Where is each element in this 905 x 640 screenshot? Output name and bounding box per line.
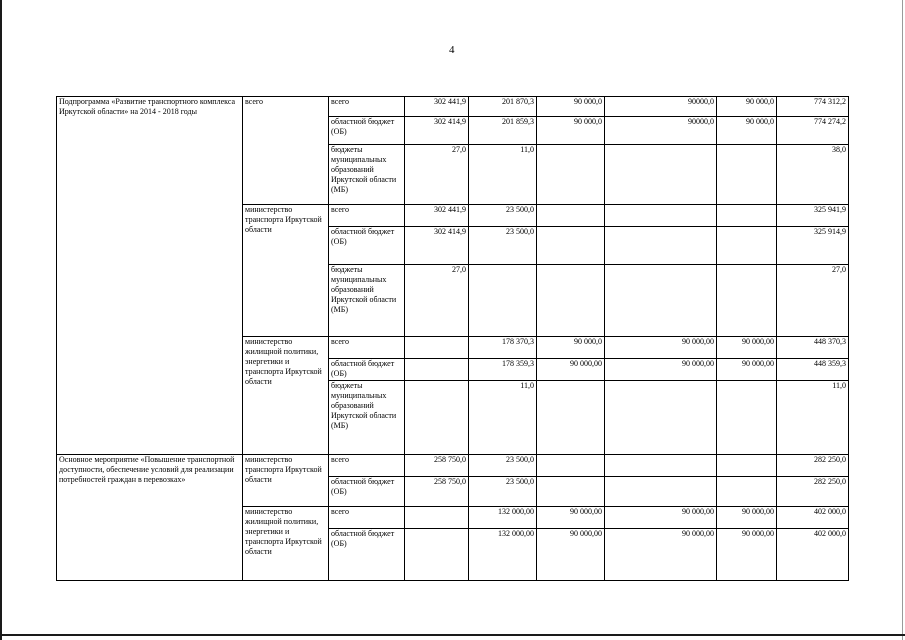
budget-table [56, 96, 849, 581]
source-cell: всего [329, 507, 405, 529]
value-cell-2018: 90 000,0 [717, 117, 777, 145]
value-cell-2014: 258 750,0 [405, 477, 469, 507]
value-cell-2017: 90 000,00 [605, 359, 717, 381]
value-cell-2018: 90 000,00 [717, 359, 777, 381]
value-cell-total: 774 274,2 [777, 117, 849, 145]
value-cell-2018 [717, 381, 777, 455]
value-cell-2015: 23 500,0 [469, 477, 537, 507]
value-cell-2018 [717, 205, 777, 227]
value-cell-2018 [717, 455, 777, 477]
value-cell-2016: 90 000,00 [537, 507, 605, 529]
executor-cell: министерство транспорта Иркутской области [243, 205, 329, 337]
value-cell-2015: 23 500,0 [469, 205, 537, 227]
value-cell-total: 38,0 [777, 145, 849, 205]
table-row [57, 455, 849, 477]
value-cell-2014: 302 414,9 [405, 117, 469, 145]
source-cell: областной бюджет (ОБ) [329, 477, 405, 507]
value-cell-2014: 302 414,9 [405, 227, 469, 265]
value-cell-2015: 11,0 [469, 381, 537, 455]
value-cell-2016 [537, 265, 605, 337]
value-cell-2014: 258 750,0 [405, 455, 469, 477]
value-cell-2015: 132 000,00 [469, 529, 537, 581]
value-cell-2015 [469, 265, 537, 337]
value-cell-2015: 178 359,3 [469, 359, 537, 381]
value-cell-2017 [605, 227, 717, 265]
value-cell-2015: 23 500,0 [469, 455, 537, 477]
value-cell-2014: 302 441,9 [405, 205, 469, 227]
value-cell-2014: 27,0 [405, 265, 469, 337]
value-cell-2015: 23 500,0 [469, 227, 537, 265]
source-cell: бюджеты муниципальных образований Иркутской области (МБ) [329, 145, 405, 205]
value-cell-2014 [405, 337, 469, 359]
source-cell: всего [329, 337, 405, 359]
executor-cell: министерство транспорта Иркутской области [243, 455, 329, 507]
program-cell: Подпрограмма «Развитие транспортного комплекса Иркутской области» на 2014 - 2018 годы [57, 97, 243, 455]
value-cell-total: 402 000,0 [777, 507, 849, 529]
value-cell-2017 [605, 265, 717, 337]
scan-bottom-edge [0, 634, 905, 636]
executor-cell: всего [243, 97, 329, 205]
value-cell-2016 [537, 381, 605, 455]
value-cell-2018 [717, 477, 777, 507]
value-cell-2017: 90 000,00 [605, 337, 717, 359]
value-cell-2014 [405, 507, 469, 529]
value-cell-total: 27,0 [777, 265, 849, 337]
value-cell-2018: 90 000,0 [717, 97, 777, 117]
source-cell: всего [329, 97, 405, 117]
value-cell-2018: 90 000,00 [717, 337, 777, 359]
value-cell-2018: 90 000,00 [717, 529, 777, 581]
value-cell-2014: 302 441,9 [405, 97, 469, 117]
value-cell-2016 [537, 227, 605, 265]
value-cell-2017: 90000,0 [605, 117, 717, 145]
value-cell-2016: 90 000,0 [537, 117, 605, 145]
value-cell-2015: 201 859,3 [469, 117, 537, 145]
value-cell-2016: 90 000,0 [537, 97, 605, 117]
value-cell-2015: 11,0 [469, 145, 537, 205]
source-cell: бюджеты муниципальных образований Иркутской области (МБ) [329, 381, 405, 455]
executor-cell: министерство жилищной политики, энергетики и транспорта Иркутской области [243, 507, 329, 581]
value-cell-2017 [605, 381, 717, 455]
value-cell-2017 [605, 205, 717, 227]
value-cell-2016 [537, 477, 605, 507]
source-cell: областной бюджет (ОБ) [329, 117, 405, 145]
value-cell-2018: 90 000,00 [717, 507, 777, 529]
table-row [57, 97, 849, 117]
source-cell: областной бюджет (ОБ) [329, 227, 405, 265]
value-cell-total: 448 359,3 [777, 359, 849, 381]
executor-cell: министерство жилищной политики, энергетики и транспорта Иркутской области [243, 337, 329, 455]
value-cell-2017: 90 000,00 [605, 507, 717, 529]
scan-right-edge [902, 0, 903, 640]
value-cell-2014 [405, 381, 469, 455]
value-cell-2016: 90 000,00 [537, 359, 605, 381]
source-cell: областной бюджет (ОБ) [329, 359, 405, 381]
value-cell-2016: 90 000,0 [537, 337, 605, 359]
program-cell: Основное мероприятие «Повышение транспортной доступности, обеспечение условий для реализации потребностей граждан в перевозках» [57, 455, 243, 581]
value-cell-2015: 132 000,00 [469, 507, 537, 529]
value-cell-total: 282 250,0 [777, 477, 849, 507]
value-cell-2018 [717, 145, 777, 205]
value-cell-2018 [717, 227, 777, 265]
value-cell-total: 325 941,9 [777, 205, 849, 227]
value-cell-2016 [537, 455, 605, 477]
value-cell-2017 [605, 477, 717, 507]
value-cell-2016 [537, 205, 605, 227]
value-cell-total: 774 312,2 [777, 97, 849, 117]
value-cell-2017 [605, 455, 717, 477]
value-cell-total: 325 914,9 [777, 227, 849, 265]
source-cell: бюджеты муниципальных образований Иркутской области (МБ) [329, 265, 405, 337]
value-cell-2016 [537, 145, 605, 205]
value-cell-2014: 27,0 [405, 145, 469, 205]
value-cell-2017: 90 000,00 [605, 529, 717, 581]
value-cell-2014 [405, 359, 469, 381]
value-cell-2015: 201 870,3 [469, 97, 537, 117]
value-cell-total: 282 250,0 [777, 455, 849, 477]
value-cell-total: 448 370,3 [777, 337, 849, 359]
value-cell-total: 402 000,0 [777, 529, 849, 581]
value-cell-2017: 90000,0 [605, 97, 717, 117]
value-cell-2017 [605, 145, 717, 205]
value-cell-total: 11,0 [777, 381, 849, 455]
source-cell: всего [329, 455, 405, 477]
value-cell-2015: 178 370,3 [469, 337, 537, 359]
scan-left-edge [0, 0, 2, 640]
value-cell-2018 [717, 265, 777, 337]
source-cell: всего [329, 205, 405, 227]
page-number: 4 [449, 44, 455, 56]
value-cell-2014 [405, 529, 469, 581]
source-cell: областной бюджет (ОБ) [329, 529, 405, 581]
value-cell-2016: 90 000,00 [537, 529, 605, 581]
